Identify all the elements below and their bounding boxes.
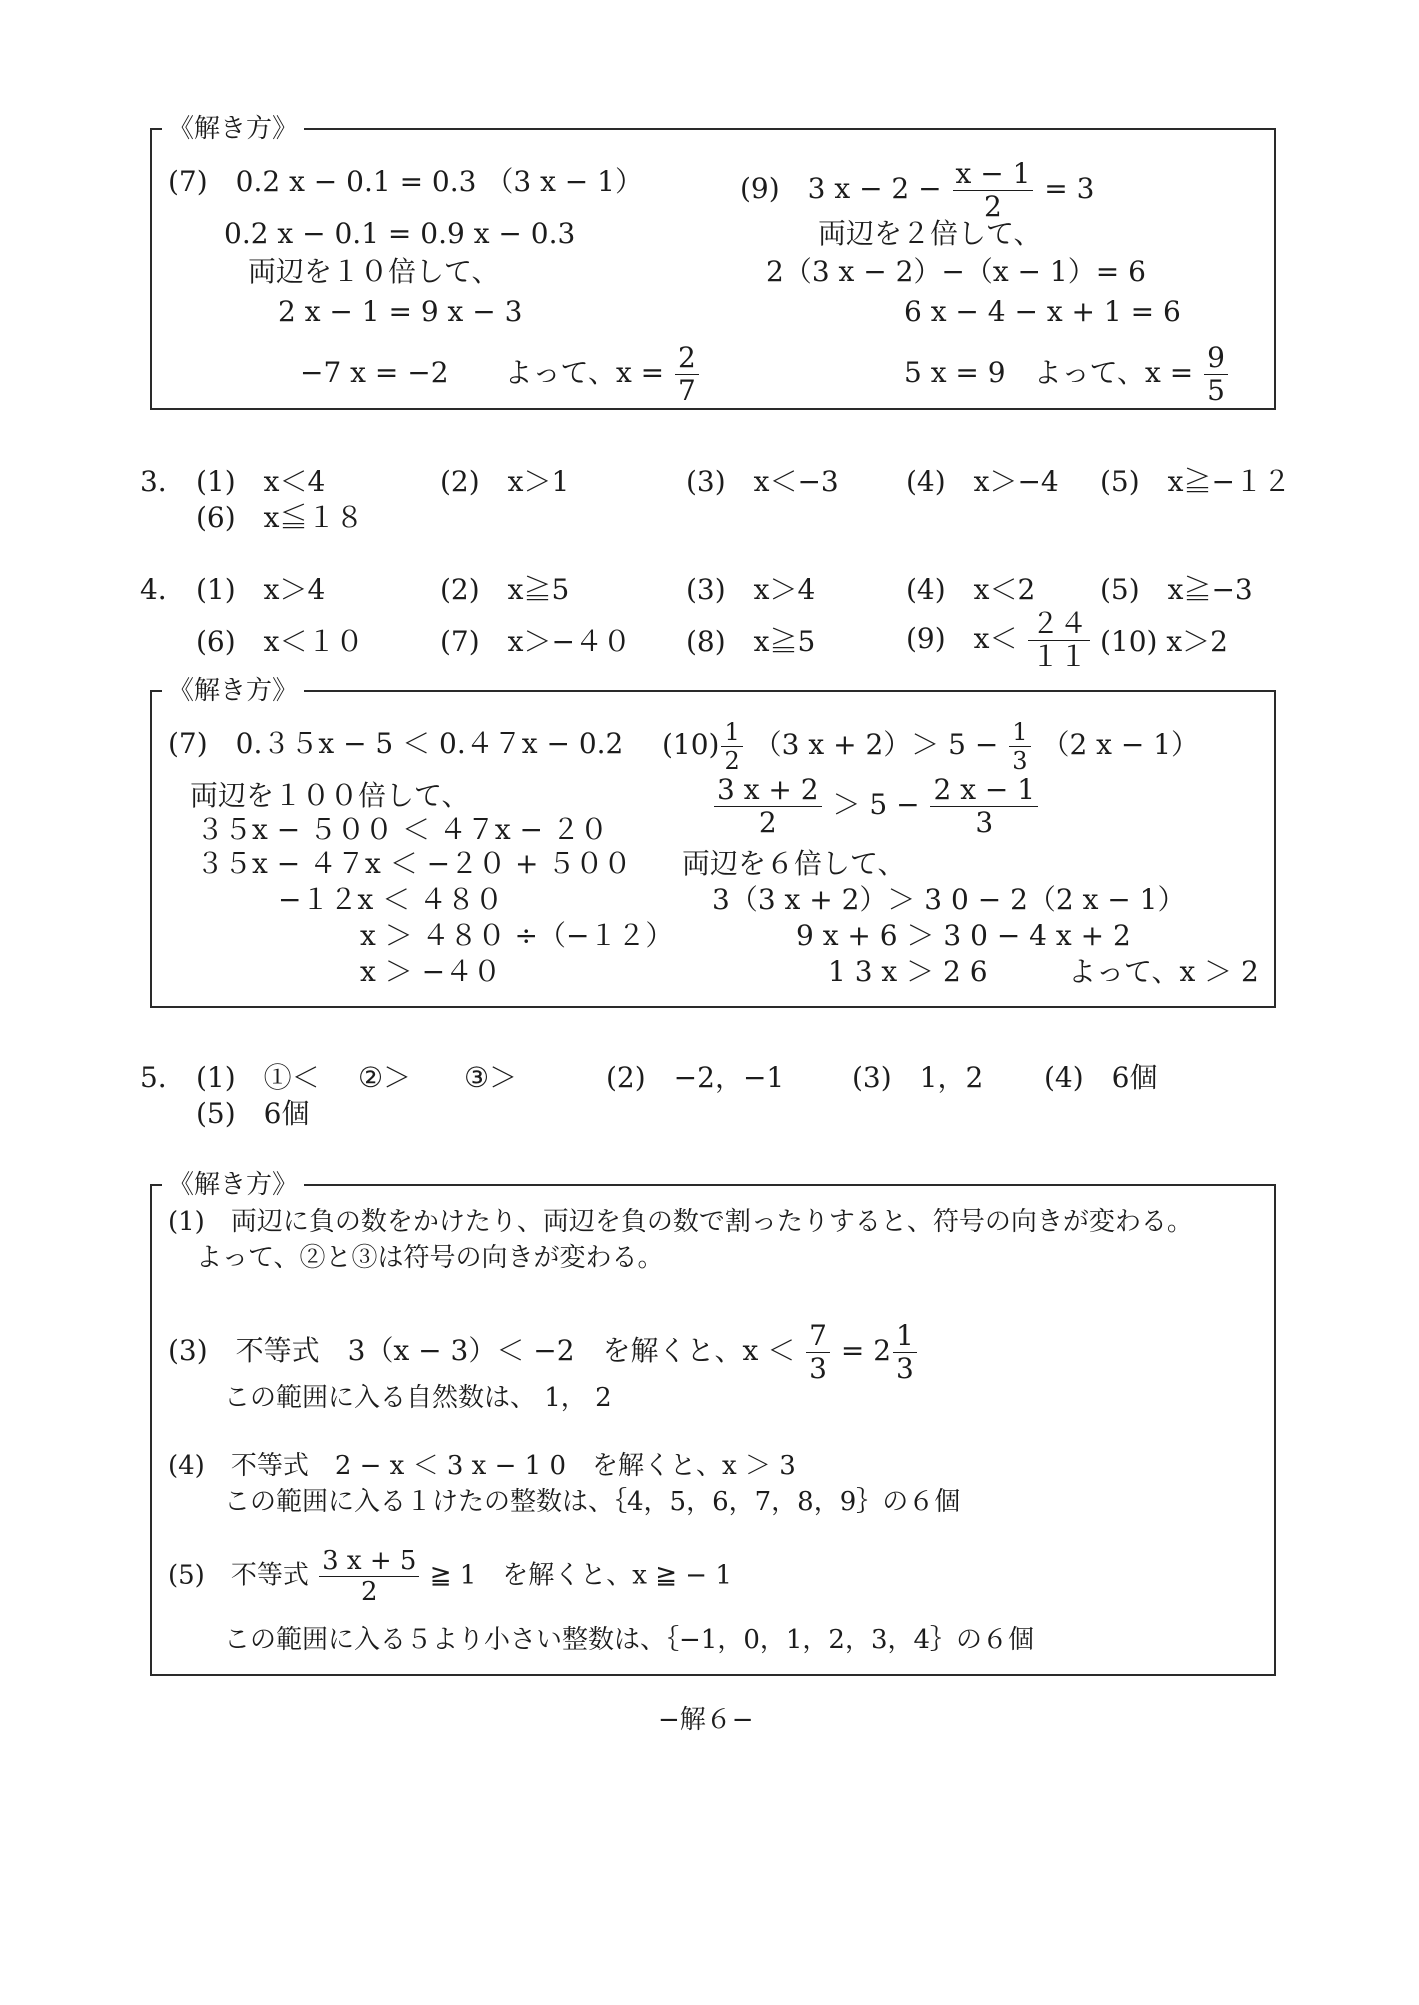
box2-line-4: ３５x − ４７x ＜ −２０ + ５００ xyxy=(196,847,632,880)
q3-answer-3: (3) x＜−3 xyxy=(686,465,839,498)
numerator: 1 xyxy=(1009,720,1030,747)
q5-answer-4: (4) 6個 xyxy=(1044,1061,1158,1094)
box1-line-5 xyxy=(300,341,701,407)
box3-p1b: よって、②と③は符号の向きが変わる。 xyxy=(196,1243,664,1273)
text: (10) xyxy=(662,728,720,761)
q3-answer-2: (2) x＞1 xyxy=(440,465,570,498)
box1-line-5-text: −7 x = −2 よって、x = xyxy=(300,356,665,389)
box1-right-line-3: 2（3 x − 2）−（x − 1）= 6 xyxy=(766,255,1146,288)
fraction xyxy=(1009,720,1030,773)
fraction xyxy=(675,341,699,407)
q3-answer-6: (6) x≦１８ xyxy=(196,501,364,534)
denominator: 3 xyxy=(975,806,994,839)
denominator: １１ xyxy=(1031,640,1088,673)
box2-right-line-2 xyxy=(712,773,1040,839)
text: (9) 3 x − 2 − xyxy=(740,172,942,205)
denominator: 3 xyxy=(1012,747,1028,775)
box1-right-line-1 xyxy=(740,157,1095,223)
box2-right-line-5: 9 x + 6 ＞ 3 0 − 4 x + 2 xyxy=(796,919,1131,952)
box1-right-line-5 xyxy=(904,341,1230,407)
numerator: 2 xyxy=(675,344,699,375)
q3-answer-5: (5) x≧−１２ xyxy=(1100,465,1291,498)
q4-answer-2: (2) x≧5 xyxy=(440,573,570,606)
numerator: 1 xyxy=(893,1322,917,1353)
box1-line-4: 2 x − 1 = 9 x − 3 xyxy=(278,295,523,328)
numerator: 7 xyxy=(806,1322,830,1353)
q4-answer-1: (1) x＞4 xyxy=(196,573,326,606)
fraction xyxy=(953,157,1034,223)
box2-line-2: 両辺を１００倍して、 xyxy=(190,779,470,812)
numerator: 3 x + 5 xyxy=(319,1548,419,1577)
denominator: 5 xyxy=(1207,374,1225,407)
q4-answer-8: (8) x≧5 xyxy=(686,625,816,658)
q3-answer-1: (1) x＜4 xyxy=(196,465,326,498)
text: (5) 不等式 xyxy=(168,1560,309,1591)
numerator: 1 xyxy=(721,720,742,747)
denominator: 3 xyxy=(809,1352,827,1385)
text: （2 x − 1） xyxy=(1041,728,1200,761)
q5-answer-3: (3) 1，2 xyxy=(852,1061,984,1094)
q5-answer-5: (5) 6個 xyxy=(196,1097,310,1130)
fraction xyxy=(930,773,1038,839)
text: 5 x = 9 よって、x = xyxy=(904,356,1194,389)
box2-line-7: x ＞ −４０ xyxy=(360,955,502,988)
text: ＞ 5 − xyxy=(832,788,920,821)
box-2-title: 《解き方》 xyxy=(162,676,304,706)
fraction xyxy=(806,1319,830,1385)
box3-p5 xyxy=(168,1548,732,1605)
box3-p5b: この範囲に入る５より小さい整数は、｛−1，0，1，2，3，4｝の６個 xyxy=(224,1625,1035,1655)
box3-p3b: この範囲に入る自然数は、 1， 2 xyxy=(224,1383,612,1413)
denominator: 2 xyxy=(724,747,740,775)
page-number: −解６− xyxy=(658,1705,754,1735)
q4-answer-3: (3) x＞4 xyxy=(686,573,816,606)
denominator: 2 xyxy=(984,190,1002,223)
numerator: ２４ xyxy=(1028,610,1090,641)
text: (3) 不等式 3（x − 3）＜ −2 を解くと、x ＜ xyxy=(168,1334,796,1367)
denominator: 7 xyxy=(678,374,696,407)
fraction xyxy=(1028,607,1090,673)
text: = 3 xyxy=(1044,172,1095,205)
q4-number: 4． xyxy=(140,573,186,606)
q4-answer-7: (7) x＞−４０ xyxy=(440,625,631,658)
fraction xyxy=(714,773,822,839)
text: = 2 xyxy=(840,1334,892,1367)
fraction xyxy=(893,1319,917,1385)
text: （3 x + 2）＞ 5 − xyxy=(753,728,999,761)
text: ≧ 1 を解くと、x ≧ − 1 xyxy=(429,1560,732,1591)
q4-answer-10: (10) x＞2 xyxy=(1100,625,1228,658)
numerator: 3 x + 2 xyxy=(714,776,822,807)
q4-answer-4: (4) x＜2 xyxy=(906,573,1036,606)
q5-answer-1c: ③＞ xyxy=(464,1061,518,1094)
q5-answer-1b: ②＞ xyxy=(358,1061,412,1094)
denominator: 2 xyxy=(361,1577,378,1607)
fraction xyxy=(721,720,742,773)
box2-right-line-6b: よって、x ＞ 2 xyxy=(1068,955,1259,988)
box2-right-line-4: 3（3 x + 2）＞ 3 0 − 2（2 x − 1） xyxy=(712,883,1186,916)
box1-right-line-2: 両辺を２倍して、 xyxy=(818,217,1042,250)
text: (9) x＜ xyxy=(906,622,1018,655)
box2-line-6: x ＞ ４８０ ÷（−１２） xyxy=(360,919,674,952)
box-3-title: 《解き方》 xyxy=(162,1170,304,1200)
numerator: 9 xyxy=(1204,344,1228,375)
q5-number: 5． xyxy=(140,1061,186,1094)
box2-line-5: −１２x ＜ ４８０ xyxy=(278,883,504,916)
box3-p4b: この範囲に入る１けたの整数は、｛4，5，6，7，8，9｝の６個 xyxy=(224,1487,961,1517)
box1-right-line-4: 6 x − 4 − x + 1 = 6 xyxy=(904,295,1181,328)
box3-p4: (4) 不等式 2 − x ＜ 3 x − 1 0 を解くと、x ＞ 3 xyxy=(168,1451,796,1481)
q4-answer-5: (5) x≧−3 xyxy=(1100,573,1253,606)
fraction xyxy=(319,1548,419,1605)
q4-answer-6: (6) x＜１０ xyxy=(196,625,364,658)
box2-right-line-3: 両辺を６倍して、 xyxy=(682,847,906,880)
box3-p1: (1) 両辺に負の数をかけたり、両辺を負の数で割ったりすると、符号の向きが変わる。 xyxy=(168,1207,1193,1237)
denominator: 3 xyxy=(896,1352,914,1385)
q5-answer-1a: (1) ①＜ xyxy=(196,1061,320,1094)
q3-answer-4: (4) x＞−4 xyxy=(906,465,1059,498)
numerator: x − 1 xyxy=(953,160,1034,191)
box1-line-1: (7) 0.2 x − 0.1 = 0.3 （3 x − 1） xyxy=(168,165,643,198)
box2-line-1: (7) 0.３５x − 5 ＜ 0.４７x − 0.2 xyxy=(168,727,624,760)
fraction xyxy=(1204,341,1228,407)
box1-line-3: 両辺を１０倍して、 xyxy=(248,255,500,288)
box2-line-3: ３５x − ５００ ＜ ４７x − ２０ xyxy=(196,813,608,846)
box2-right-line-6: 1 3 x ＞ 2 6 xyxy=(828,955,988,988)
box-1-title: 《解き方》 xyxy=(162,114,304,144)
box1-line-2: 0.2 x − 0.1 = 0.9 x − 0.3 xyxy=(224,217,576,250)
q5-answer-2: (2) −2，−1 xyxy=(606,1061,785,1094)
q4-answer-9 xyxy=(906,607,1092,673)
box2-right-line-1 xyxy=(662,720,1199,773)
denominator: 2 xyxy=(758,806,777,839)
box3-p3 xyxy=(168,1319,919,1385)
q3-number: 3． xyxy=(140,465,186,498)
numerator: 2 x − 1 xyxy=(930,776,1038,807)
